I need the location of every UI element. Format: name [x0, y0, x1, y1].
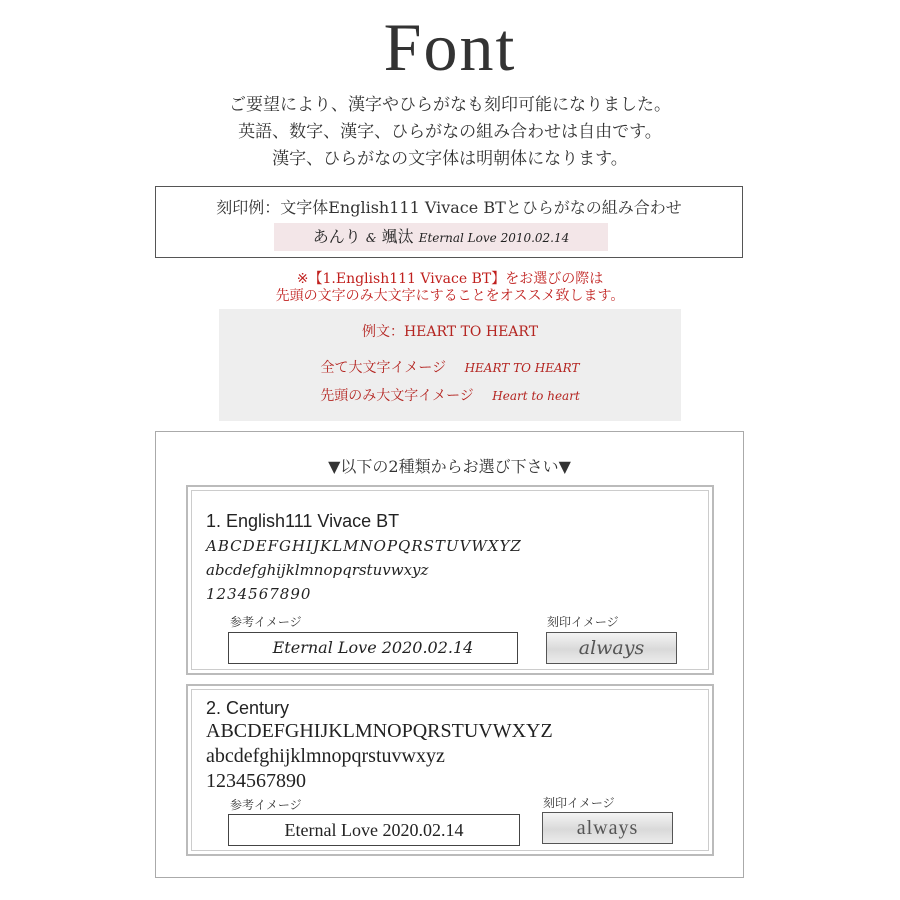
uppercase-sample: ABCDEFGHIJKLMNOPQRSTUVWXYZ [206, 537, 522, 555]
all-caps-label: 全て大文字イメージ [320, 360, 447, 376]
engrave-image-label: 刻印イメージ [547, 615, 619, 629]
first-cap-example [219, 385, 681, 405]
all-caps-script: HEART TO HEART [464, 361, 580, 375]
reference-image-label: 参考イメージ [230, 798, 302, 812]
reference-image-box: Eternal Love 2020.02.14 [228, 632, 518, 664]
intro-line-2: 英語、数字、漢字、ひらがなの組み合わせは自由です。 [238, 122, 662, 142]
uppercase-sample: ABCDEFGHIJKLMNOPQRSTUVWXYZ [206, 720, 553, 742]
intro-line-3: 漢字、ひらがなの文字体は明朝体になります。 [272, 149, 628, 169]
page-title: Font [383, 9, 517, 85]
all-caps-example [219, 357, 681, 377]
font-option-century[interactable] [186, 684, 714, 856]
engraving-example-sample [274, 223, 608, 251]
font-selection-heading: ▼以下の2種類からお選び下さい▼ [328, 457, 571, 476]
example-sentence-panel [219, 309, 681, 421]
digits-sample: 1234567890 [206, 770, 306, 792]
sample-ampersand: & [365, 231, 377, 245]
font-selection-panel [155, 431, 744, 878]
intro-line-1: ご要望により、漢字やひらがなも刻印可能になりました。 [229, 95, 671, 115]
reference-image-label: 参考イメージ [230, 615, 302, 629]
engrave-image-label: 刻印イメージ [543, 796, 615, 810]
sample-script-text: Eternal Love 2010.02.14 [418, 231, 570, 245]
lowercase-sample: abcdefghijklmnopqrstuvwxyz [206, 561, 429, 579]
engraving-example-box [155, 186, 743, 258]
digits-sample: 1234567890 [206, 585, 312, 603]
font-option-english111[interactable] [186, 485, 714, 675]
reference-image-box: Eternal Love 2020.02.14 [228, 814, 520, 846]
capitalization-note [0, 271, 900, 305]
sample-kana: あんり [312, 227, 361, 246]
font-name: 2. Century [206, 698, 290, 718]
sample-kanji: 颯汰 [381, 227, 414, 246]
note-line-1: ※【1.English111 Vivace BT】をお選びの際は [296, 271, 604, 287]
first-cap-label: 先頭のみ大文字イメージ [320, 388, 474, 404]
lowercase-sample: abcdefghijklmnopqrstuvwxyz [206, 745, 445, 767]
engraving-example-label: 刻印例：文字体English111 Vivace BTとひらがなの組み合わせ [216, 198, 682, 217]
note-line-2: 先頭の文字のみ大文字にすることをオススメ致します。 [275, 288, 625, 304]
engrave-image-box: always [542, 812, 673, 844]
intro-text [0, 92, 900, 173]
first-cap-script: Heart to heart [492, 389, 580, 403]
engrave-image-box: always [546, 632, 677, 664]
font-name: 1. English111 Vivace BT [206, 511, 400, 531]
example-sentence-heading: 例文：HEART TO HEART [361, 324, 539, 340]
